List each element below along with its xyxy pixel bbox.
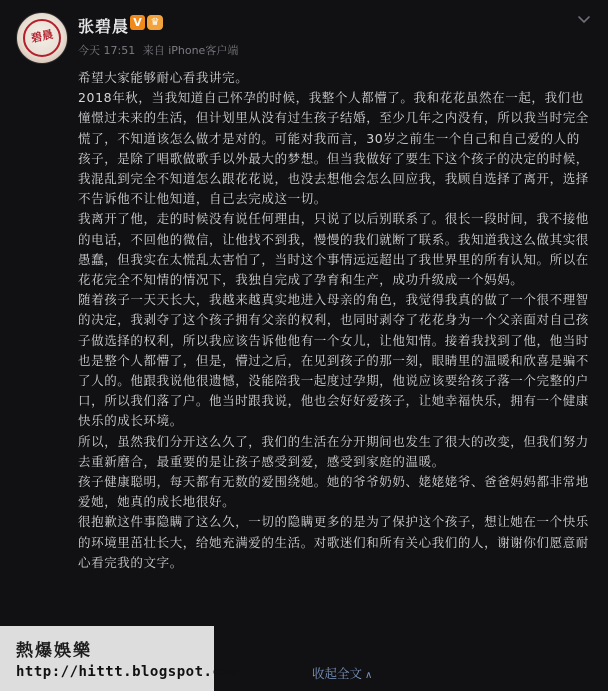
member-crown-icon: ♛ — [147, 15, 163, 30]
post-body — [78, 68, 590, 573]
paragraph-4: 随着孩子一天天长大，我越来越真实地进入母亲的角色，我觉得我真的做了一个很不理智的决定，我剥夺了这个孩子拥有父亲的权利，也同时剥夺了花花身为一个父亲面对自己孩子做选择的权利，所以我应该告诉他他有一个女儿，让他知情。接着我找到了他，他当时也是整个人都懵了，但是，懵过之后，在见到孩子的那一刻，眼睛里的温暖和欣喜是骗不了人的。他跟我说他很遗憾，没能陪我一起度过孕期，他说应该要给孩子落一个完整的户口，所以我们落了户。他当时跟我说，他也会好好爱孩子，让她幸福快乐，拥有一个健康快乐的成长环境。 — [78, 292, 589, 429]
watermark — [0, 626, 240, 691]
paragraph-6: 孩子健康聪明，每天都有无数的爱围绕她。她的爷爷奶奶、姥姥姥爷、爸爸妈妈都非常地爱她，她真的成长地很好。 — [78, 474, 589, 510]
collapse-label: 收起全文 — [312, 666, 363, 681]
watermark-title: 熱爆娛樂 — [16, 641, 92, 661]
paragraph-5: 所以，虽然我们分开这么久了，我们的生活在分开期间也发生了很大的改变，但我们努力去重新磨合，最重要的是让孩子感受到爱，感受到家庭的温暖。 — [78, 433, 589, 469]
chevron-down-icon[interactable] — [574, 10, 594, 30]
avatar[interactable] — [16, 12, 68, 64]
post-header — [0, 0, 608, 66]
collapse-text-link[interactable] — [312, 664, 372, 682]
post-source[interactable]: 来自 iPhone客户端 — [142, 44, 239, 57]
paragraph-7: 很抱歉这件事隐瞒了这么久，一切的隐瞒更多的是为了保护这个孩子，想让她在一个快乐的环境里茁壮长大，给她充满爱的生活。对歌迷们和所有关心我们的人，谢谢你们愿意耐心看完我的文字。 — [78, 514, 589, 570]
verified-icon: V — [130, 15, 145, 30]
paragraph-2: 2018年秋，当我知道自己怀孕的时候，我整个人都懵了。我和花花虽然在一起，我们也憧憬过未来的生活，但计划里从没有过生孩子结婚，至少几年之内没有，所以我当时完全慌了，不知道该怎么做才是对的。可能对我而言，30岁之前生一个自己和自己爱的人的孩子，是除了唱歌做歌手以外最大的梦想。但当我做好了要生下这个孩子的决定的时候，我混乱到完全不知道怎么跟花花说，也没去想他会怎么回应我，我顾自选择了离开，选择不告诉他不让他知道，自己去完成这一切。 — [78, 90, 589, 207]
paragraph-3: 我离开了他，走的时候没有说任何理由，只说了以后别联系了。很长一段时间，我不接他的电话，不回他的微信，让他找不到我，慢慢的我们就断了联系。我知道我这么做其实很愚蠢，但我实在太慌乱太害怕了，当时这个事情远远超出了我世界里的所有认知。所以在花花完全不知情的情况下，我独自完成了孕育和生产，成功升级成一个妈妈。 — [78, 211, 589, 288]
avatar-text: 碧晨 — [29, 27, 55, 46]
paragraph-1: 希望大家能够耐心看我讲完。 — [78, 70, 249, 85]
watermark-url: http://hittt.blogspot.com — [16, 664, 240, 680]
collapse-arrow-icon: ∧ — [365, 670, 373, 681]
post-time: 今天 17:51 — [78, 44, 136, 57]
username[interactable]: 张碧晨 — [78, 17, 130, 36]
post-meta — [78, 42, 242, 58]
